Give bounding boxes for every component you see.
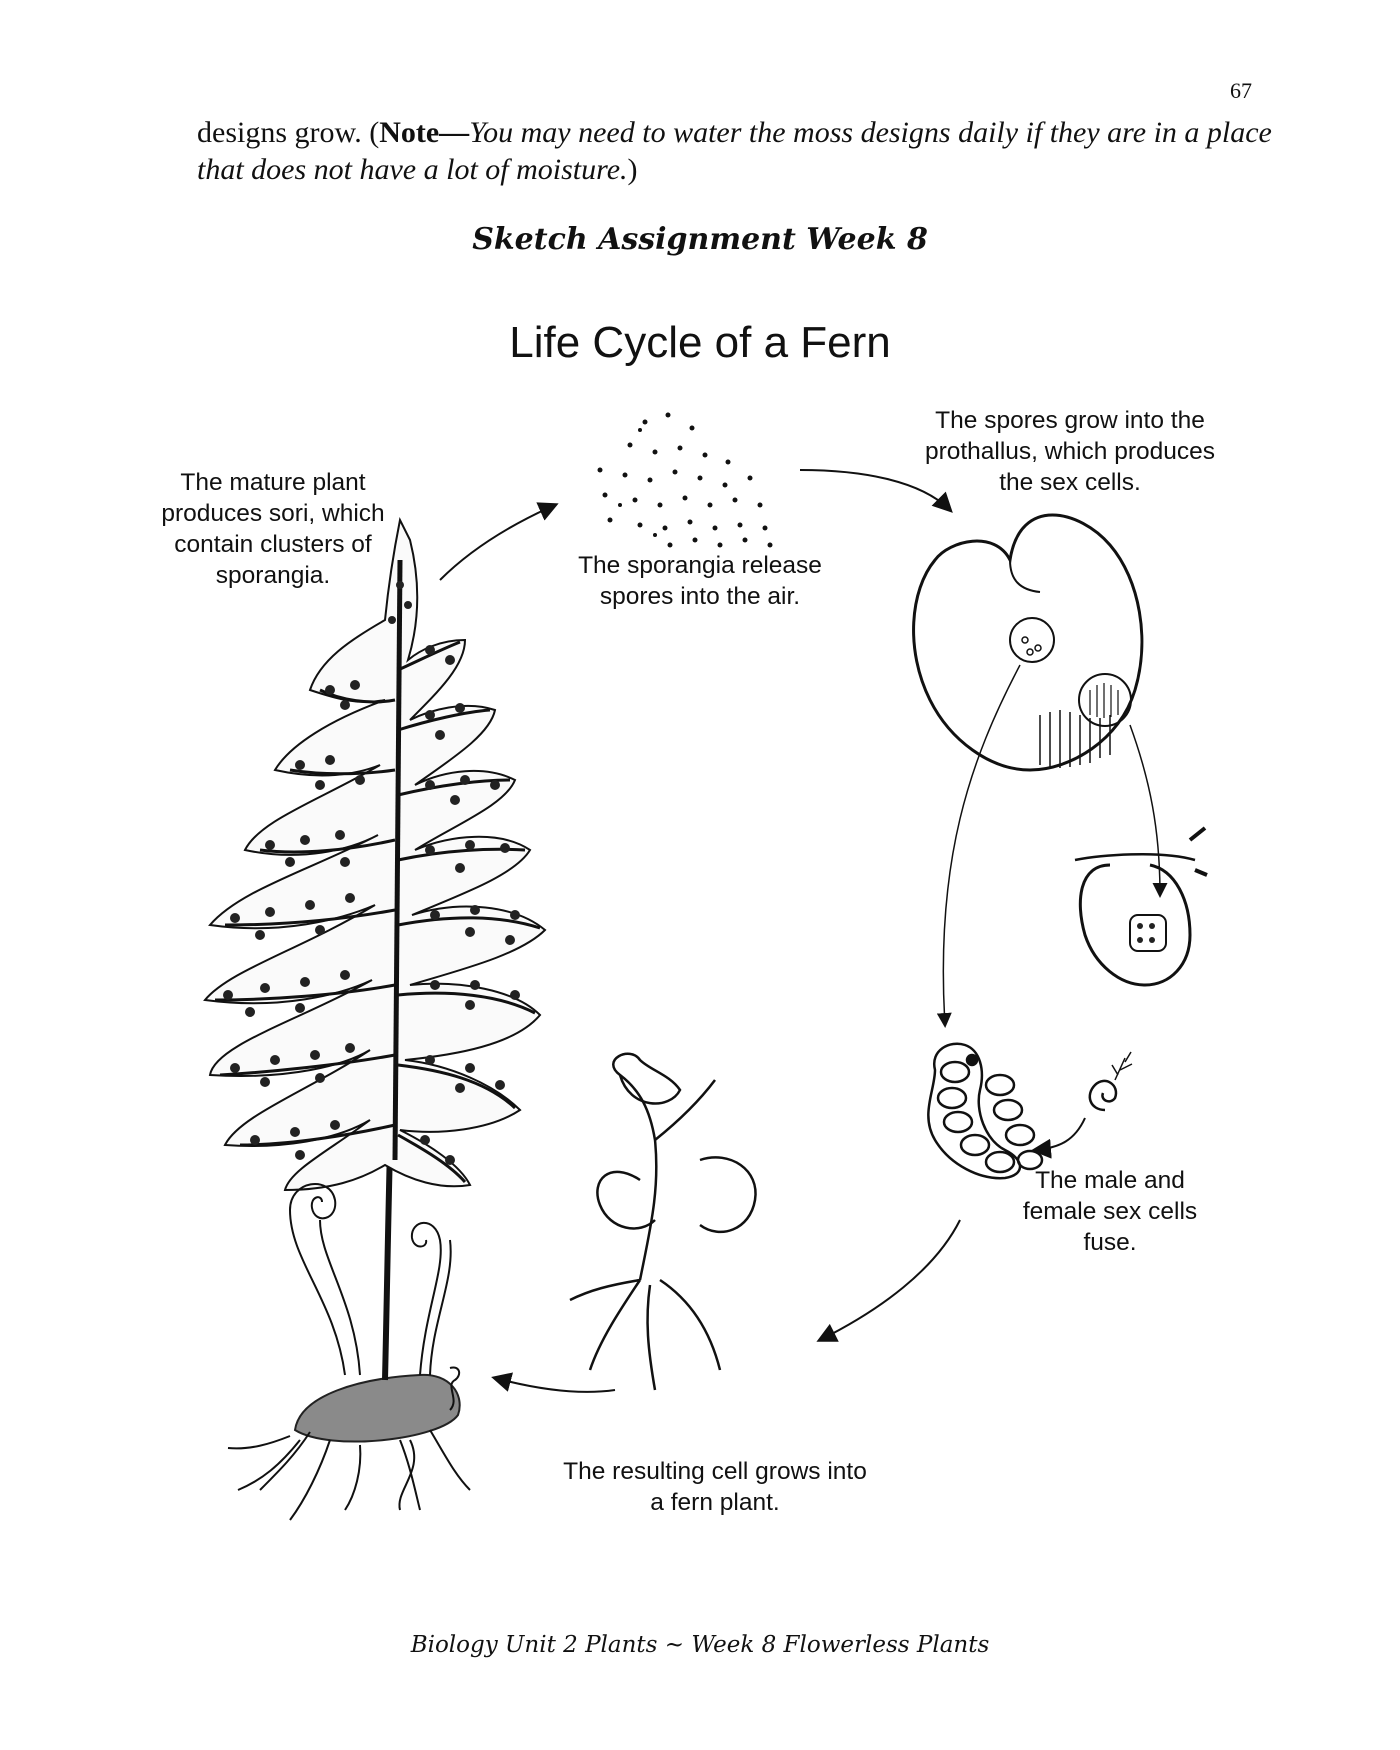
mature-fern-illustration [205,520,545,1520]
note-label: Note— [379,116,470,149]
note-text: You may need to water the moss designs daily if they are in a place that does not have a lot of moisture. [197,116,1272,186]
intro-lead: designs grow. ( [197,116,380,149]
sketch-assignment-title: Sketch Assignment Week 8 [472,222,928,257]
arrow-to-spores [440,505,555,580]
young-fern-illustration [570,1054,756,1390]
page-footer: Biology Unit 2 Plants ~ Week 8 Flowerless Plants [410,1632,990,1658]
archegonium-illustration [1075,828,1207,985]
intro-close: ) [627,153,638,186]
fertilized-cell-illustration [928,1044,1042,1178]
sperm-cell-illustration [1090,1052,1132,1110]
label-sex-cells-fuse: The male and female sex cells fuse. [1022,1167,1198,1256]
arrow-to-young-fern [820,1220,960,1340]
spores-illustration [598,413,773,548]
label-mature-plant: The mature plant produces sori, which contain clusters of sporangia. [161,469,385,589]
diagram-title: Life Cycle of a Fern [509,318,891,367]
arrow-sperm-to-egg [1035,1118,1085,1150]
label-prothallus: The spores grow into the prothallus, which produces the sex cells. [924,407,1216,496]
label-sporangia-release: The sporangia release spores into the air. [578,552,822,610]
arrow-to-mature-plant [495,1378,615,1392]
label-cell-grows: The resulting cell grows into a fern plant. [563,1458,867,1516]
page-number: 67 [1230,78,1252,103]
prothallus-illustration [914,515,1160,1025]
